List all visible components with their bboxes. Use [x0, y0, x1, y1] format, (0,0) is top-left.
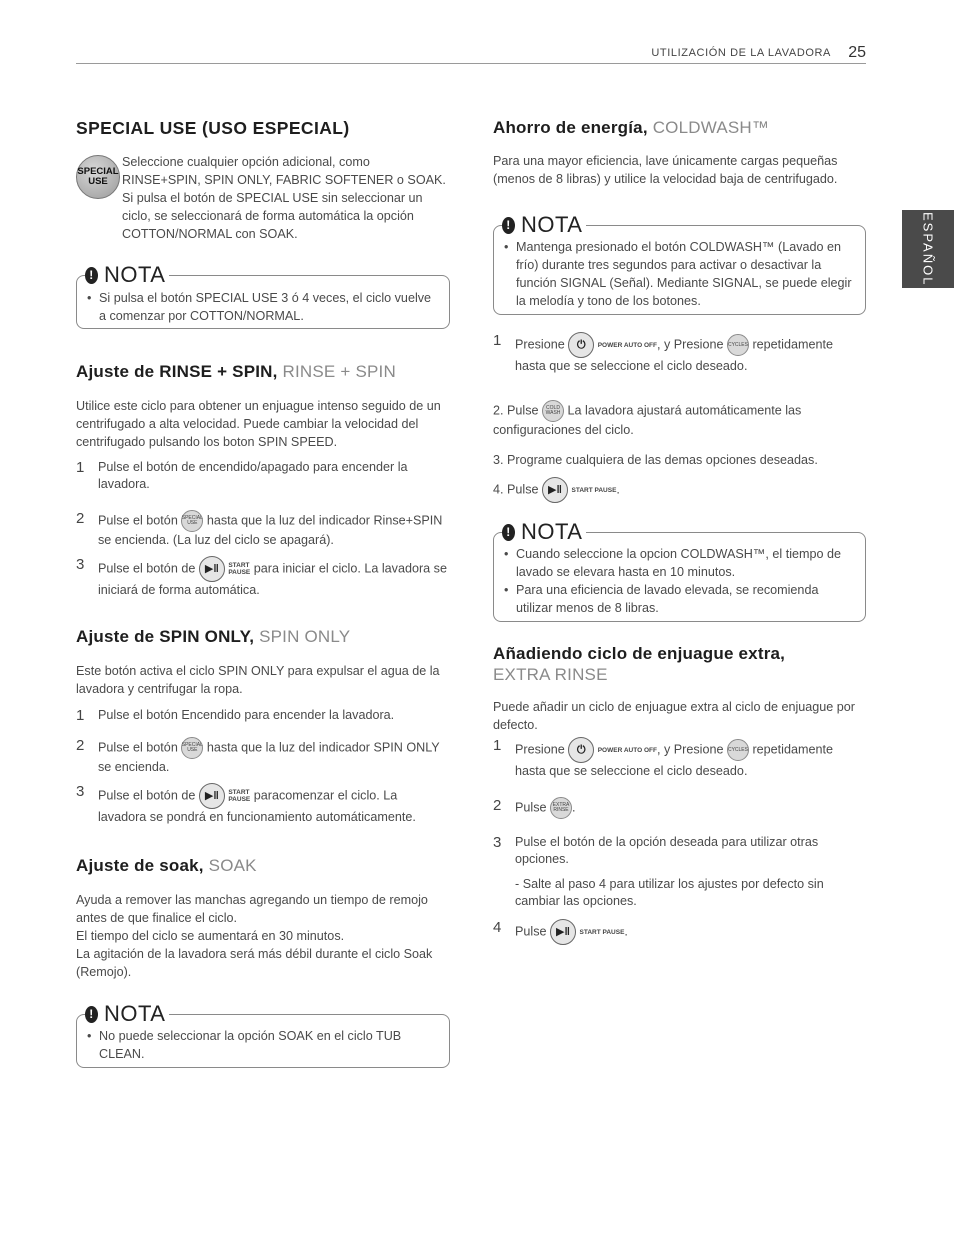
coldwash-text: Para una mayor eficiencia, lave únicamente cargas pequeñas (menos de 8 libras) y utilice la velocidad baja de centrifugado.	[493, 154, 838, 186]
extra-rinse-title: Añadiendo ciclo de enjuague extra, EXTRA RINSE	[493, 644, 786, 684]
soak-text-3: La agitación de la lavadora será más débil durante el ciclo Soak (Remojo).	[76, 947, 433, 979]
start-pause-icon: ▶‖	[542, 477, 568, 503]
spin-only-step-2: 2 Pulse el botón SPECIAL USE hasta que la luz del indicador SPIN ONLY se encienda.	[76, 737, 440, 774]
note-title: ! NOTA	[502, 212, 586, 238]
spin-only-title: Ajuste de SPIN ONLY, SPIN ONLY	[76, 627, 351, 646]
special-use-button-icon	[76, 155, 120, 199]
spin-only-step-3: 3 Pulse el botón de ▶‖ START PAUSE paracomenzar el ciclo. La lavadora se pondrá en funcionamiento automáticamente.	[76, 783, 416, 824]
language-tab-label: ESPAÑOL	[920, 211, 936, 287]
note-list	[87, 289, 439, 325]
extra-rinse-step-3-sub: - Salte al paso 4 para utilizar los ajustes por defecto sin cambiar las opciones.	[515, 877, 824, 908]
soak-text-1: Ayuda a remover las manchas agregando un tiempo de remojo antes de que finalice el ciclo.	[76, 893, 428, 925]
special-use-note	[76, 262, 450, 329]
exclamation-icon: !	[85, 1006, 98, 1023]
spin-only-text: Este botón activa el ciclo SPIN ONLY para expulsar el agua de la lavadora y centrifugar la ropa.	[76, 664, 440, 696]
exclamation-icon: !	[502, 524, 515, 541]
start-pause-label: START PAUSE	[579, 928, 625, 936]
special-use-text: Seleccione cualquier opción adicional, como RINSE+SPIN, SPIN ONLY, FABRIC SOFTENER o SOAK. Si pulsa el botón de SPECIAL USE sin seleccionar un ciclo, se seleccionará de forma automática la opción COTTON/NORMAL con SOAK.	[122, 155, 446, 241]
coldwash-title-accent: COLDWASH™	[652, 118, 770, 137]
extra-rinse-text: Puede añadir un ciclo de enjuague extra al ciclo de enjuague por defecto.	[493, 700, 855, 732]
coldwash-step-4: 4. Pulse ▶‖ START PAUSE.	[493, 477, 865, 503]
power-icon: ⏻	[568, 737, 594, 763]
power-auto-off-label: POWER AUTO OFF	[597, 746, 657, 754]
note-title: ! NOTA	[502, 519, 586, 545]
special-use-button-icon: SPECIAL USE	[181, 737, 203, 759]
header-section-title: UTILIZACIÓN DE LA LAVADORA	[651, 47, 831, 59]
rinse-spin-text: Utilice este ciclo para obtener un enjuague intenso seguido de un centrifugado a alta velocidad. Puede cambiar la velocidad del centrifugado pulsando los boton SPIN SPEED.	[76, 399, 441, 449]
note-item: • Si pulsa el botón SPECIAL USE 3 ó 4 veces, el ciclo vuelve a comenzar por COTTON/NORMAL.	[87, 289, 439, 325]
note-title: ! NOTA	[85, 262, 169, 288]
rinse-spin-step-2: 2 Pulse el botón SPECIAL USE hasta que la luz del indicador Rinse+SPIN se encienda. (La luz del ciclo se apagará).	[76, 510, 443, 547]
start-pause-icon: ▶‖	[199, 556, 225, 582]
start-pause-label: START PAUSE	[571, 486, 617, 494]
coldwash-step-2: 2. Pulse COLD WASH La lavadora ajustará automáticamente las configuraciones del ciclo.	[493, 400, 865, 439]
rinse-spin-step-1: 1 Pulse el botón de encendido/apagado para encender la lavadora.	[76, 459, 408, 491]
soak-note	[76, 1001, 450, 1068]
power-auto-off-label: POWER AUTO OFF	[597, 341, 657, 349]
coldwash-title: Ahorro de energía, COLDWASH™	[493, 118, 770, 137]
soak-text-2: El tiempo del ciclo se aumentará en 30 minutos.	[76, 929, 345, 943]
extra-rinse-step-3: 3 Pulse el botón de la opción deseada para utilizar otras opciones.	[493, 834, 819, 866]
page-number: 25	[848, 44, 866, 61]
cold-wash-button-icon: COLD WASH	[542, 400, 564, 422]
coldwash-step-3: 3. Programe cualquiera de las demas opciones deseadas.	[493, 453, 818, 467]
coldwash-note	[493, 212, 866, 315]
special-use-icon-label: SPECIAL USE	[77, 166, 119, 187]
note-list	[87, 1027, 439, 1063]
extra-rinse-step-1: 1 Presione ⏻ POWER AUTO OFF, y Presione CYCLES repetidamente hasta que se seleccione el ciclo deseado.	[493, 737, 833, 778]
extra-rinse-step-2: 2 Pulse EXTRA RINSE .	[493, 797, 865, 819]
rinse-spin-title-accent: RINSE + SPIN	[282, 362, 396, 381]
note-item: • No puede seleccionar la opción SOAK en el ciclo TUB CLEAN.	[87, 1027, 439, 1063]
cycles-button-icon: CYCLES	[727, 334, 749, 356]
header-divider	[76, 63, 866, 64]
special-use-title: SPECIAL USE (USO ESPECIAL)	[76, 118, 350, 138]
rinse-spin-title: Ajuste de RINSE + SPIN, RINSE + SPIN	[76, 362, 396, 381]
power-icon: ⏻	[568, 332, 594, 358]
special-use-button-icon: SPECIAL USE	[181, 510, 203, 532]
note-item: • Para una eficiencia de lavado elevada, se recomienda utilizar menos de 8 libras.	[504, 581, 855, 617]
cycles-button-icon: CYCLES	[727, 739, 749, 761]
exclamation-icon: !	[85, 267, 98, 284]
note-list	[504, 238, 855, 310]
spin-only-step-1: 1 Pulse el botón Encendido para encender la lavadora.	[76, 707, 395, 724]
coldwash-note-2	[493, 519, 866, 622]
soak-title: Ajuste de soak, SOAK	[76, 856, 257, 875]
start-pause-label: START PAUSE	[228, 789, 251, 803]
note-list	[504, 545, 855, 617]
spin-only-title-accent: SPIN ONLY	[259, 627, 351, 646]
note-item: • Cuando seleccione la opcion COLDWASH™, el tiempo de lavado se elevara hasta en 10 minutos.	[504, 545, 855, 581]
soak-title-accent: SOAK	[208, 856, 257, 875]
note-item: • Mantenga presionado el botón COLDWASH™ (Lavado en frío) durante tres segundos para activar o desactivar la función SIGNAL (Señal). Mediante SIGNAL, se puede elegir la melodía y tono de los botones.	[504, 238, 855, 310]
start-pause-icon: ▶‖	[550, 919, 576, 945]
coldwash-step-1: 1 Presione ⏻ POWER AUTO OFF, y Presione CYCLES repetidamente hasta que se seleccione el ciclo deseado.	[493, 332, 833, 373]
rinse-spin-step-3: 3 Pulse el botón de ▶‖ START PAUSE para iniciar el ciclo. La lavadora se iniciará de forma automática.	[76, 556, 447, 597]
extra-rinse-title-accent: EXTRA RINSE	[493, 665, 608, 684]
start-pause-label: START PAUSE	[228, 562, 251, 576]
note-title: ! NOTA	[85, 1001, 169, 1027]
language-tab	[902, 210, 954, 288]
extra-rinse-step-4: 4 Pulse ▶‖ START PAUSE.	[493, 919, 865, 945]
exclamation-icon: !	[502, 217, 515, 234]
start-pause-icon: ▶‖	[199, 783, 225, 809]
extra-rinse-button-icon: EXTRA RINSE	[550, 797, 572, 819]
